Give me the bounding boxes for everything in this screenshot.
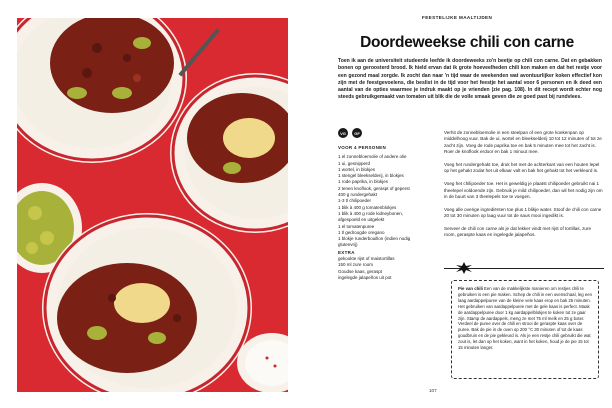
tip-title: Pie van chili bbox=[458, 286, 483, 291]
ingredient-item: 1 blokje runderbouillon (indien nodig bbox=[338, 236, 411, 242]
ingredient-item: 1 tl gedroogde oregano bbox=[338, 229, 385, 235]
diet-icon-2: GF bbox=[352, 128, 362, 138]
recipe-page bbox=[306, 0, 612, 408]
ingredients-list bbox=[338, 154, 458, 248]
diet-icon-1: VG bbox=[338, 128, 348, 138]
serve-list bbox=[338, 256, 458, 281]
ingredient-item: afgespoeld en uitgelekt bbox=[338, 217, 385, 223]
ingredient-item: 1 rode paprika, in blokjes bbox=[338, 179, 389, 185]
ingredient-item: 400 g rundergehakt bbox=[338, 192, 378, 198]
serve-item: 150 ml zure room bbox=[338, 262, 374, 268]
ingredient-item: 1 el tomatenpuree bbox=[338, 223, 375, 229]
diet-icons bbox=[338, 128, 362, 138]
tip-text: Een van de makkelijkste manieren om restjes chili te gebruiken is een pie maken. Schep de chili in een ovenschaal, leg een laag aardappelpuree van de kleine vele kaas erop en bak 25 minuten. Het gebruiken van aardappelpuree met de gele kaas is perfect. Maak de aardappelpuree door 1 kg aardappelblokjes te koken tot ze gaar zijn. Stamp de aardappels, meng ze met 75 ml melk en 25 g boter. Verdeel de puree over de chili en strooi de geraspte kaas over de puree. Bak de pie in de oven op 200 °C 30 minuten of tot de kaas goudbruin en de pie gekleurd is. Als je een restje chili gebruikt die wat zout is, let dan op het koken, want in het koken, houd je de pie 15 tot 15 minuten langer. bbox=[458, 286, 593, 351]
method-step: Voeg alle overige ingrediënten toe plus 1 blikje water. Stoof de chili con carne 20 tot 30 minuten op laag vuur tot de saus mooi ingedikt is. bbox=[444, 206, 602, 219]
serve-item: Goudse kaas, geraspt bbox=[338, 268, 383, 274]
serve-item: ingelegde jalapeños uit pot bbox=[338, 274, 392, 280]
page-number: 107 bbox=[429, 388, 437, 393]
ingredients-header: VOOR 4 PERSONEN bbox=[338, 145, 387, 150]
ingredient-item: 2 tenen knoflook, geraspt of geperst bbox=[338, 185, 410, 191]
method-step: Voeg het rundergehakt toe, druk het met de achterkant van een houten lepel op het gehakt zodat het uit elkaar valt en bak het gehakt tot het verkleurd is. bbox=[444, 162, 600, 174]
serve-header: EXTRA bbox=[338, 249, 355, 255]
ingredient-item: 1 ui, gesnipperd bbox=[338, 160, 371, 166]
tip-box bbox=[451, 280, 599, 379]
ingredient-item: 1 blik à 400 g tomatenblokjes bbox=[338, 204, 397, 210]
chili-bowls-illustration bbox=[17, 18, 288, 392]
ingredients-column bbox=[338, 145, 458, 281]
ingredient-item: 1-3 tl chilipoeder bbox=[338, 198, 372, 204]
method-step: Serveer de chili con carne als je dat lekker vindt met rijst of tortillas, zure room, geraspte kaas en ingelegde jalapeños. bbox=[444, 226, 592, 238]
ingredient-item: 1 el zonnebloemolie of andere olie bbox=[338, 154, 407, 160]
section-label: FEESTELIJKE MAALTIJDEN bbox=[422, 15, 493, 20]
recipe-title: Doordeweekse chili con carne bbox=[360, 34, 574, 51]
ingredient-item: 1 stengel bleekselderij, in blokjes bbox=[338, 173, 404, 179]
ingredient-item: glutenvrij) bbox=[338, 242, 358, 248]
method-steps bbox=[444, 130, 604, 239]
serve-item: gekookte rijst of maistortillas bbox=[338, 256, 395, 262]
method-step: Voeg het chilipoeder toe. Het is geweldig je plaatst chilipoeder gebruikt nai 1 theelepel voldoende zijn. Gebruik je mild chilipoeder, dan wil het nodig zijn om in de buurt van 3 theelepels toe te voegen. bbox=[444, 181, 603, 200]
recipe-intro: Toen ik aan de universiteit studeerde leefde ik doordeweeks zo'n beetje op chili con carne. Dat en gebakken bonen op geroosterd brood. Ik hield ervan dat ik grote hoeveelheden chili kon maken en dat het restje voor een gezond maal zorgde. Ik zocht dan naar 'n tijd waar de weekenden wat avontuurlijker koken effectief kon zijn met de feestgevoelens, die beslist in de tijd voor het feestje het aantal voor 6 personen en ik deed een aantal van de opties waarmee je indruk maakt op je vrienden (zie pag. 108). In dit recept wordt echter nog steeds gebruikgemaakt van tomaten uit blik die de volle smaak geven die ze goed past bij rundvlees. bbox=[338, 58, 602, 101]
method-step: Verhit de zonnebloemolie in een steelpan of een grote koekenpan op middelhoog vuur. Bak de ui, wortel en bleekselderij 10 tot 12 minuten of tot ze zacht zijn. Voeg de rode paprika toe en bak 5 minuten mee tot het zacht is. Roer de knoflook erdoor en bak 1 minuut mee. bbox=[444, 130, 602, 155]
tip-burst-icon bbox=[456, 262, 472, 274]
ingredient-item: 1 blik à 400 g rode kidneybonen, bbox=[338, 210, 404, 216]
ingredient-item: 1 wortel, in blokjes bbox=[338, 166, 376, 172]
recipe-photo bbox=[17, 18, 288, 392]
method-column bbox=[444, 130, 604, 245]
